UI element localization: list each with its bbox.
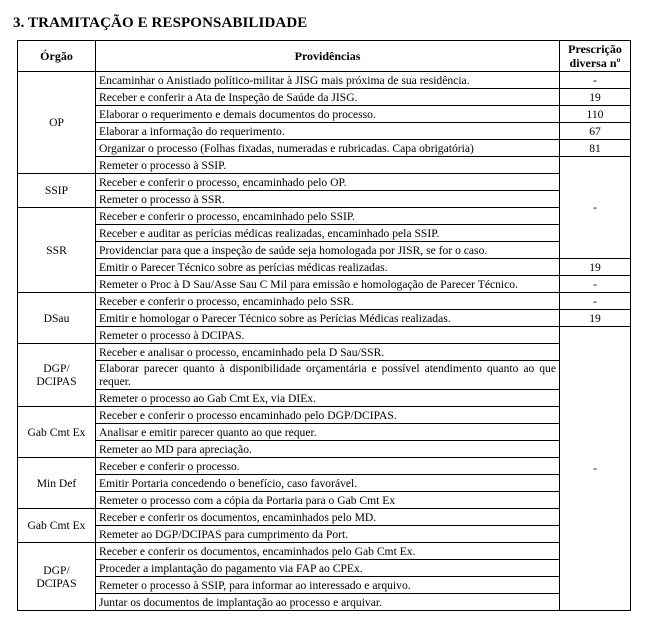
table-row — [18, 89, 631, 106]
providencia-cell: Receber e conferir o processo. — [96, 458, 560, 475]
organ-dsau: DSau — [18, 293, 96, 344]
table-row — [18, 276, 631, 293]
providencia-cell: Receber e conferir o processo, encaminhado pelo OP. — [96, 174, 560, 191]
providencia-cell: Remeter o processo ao Gab Cmt Ex, via DIEx. — [96, 390, 560, 407]
header-prescricao-line1: Prescrição — [568, 42, 622, 56]
table-row — [18, 458, 631, 475]
providencia-cell: Providenciar para que a inspeção de saúde seja homologada por JISR, se for o caso. — [96, 242, 560, 259]
prescricao-cell: 67 — [560, 123, 631, 140]
providencia-cell: Remeter o processo à DCIPAS. — [96, 327, 560, 344]
prescricao-cell: 110 — [560, 106, 631, 123]
prescricao-cell: 19 — [560, 259, 631, 276]
providencia-cell: Remeter o processo com a cópia da Portaria para o Gab Cmt Ex — [96, 492, 560, 509]
providencia-cell: Receber e conferir os documentos, encaminhados pelo MD. — [96, 509, 560, 526]
header-providencias: Providências — [96, 41, 560, 72]
prescricao-cell: - — [560, 327, 631, 611]
prescricao-cell: 81 — [560, 140, 631, 157]
table-row — [18, 259, 631, 276]
providencia-cell: Remeter ao DGP/DCIPAS para cumprimento da Port. — [96, 526, 560, 543]
table-row — [18, 225, 631, 242]
table-row — [18, 492, 631, 509]
table-row — [18, 344, 631, 361]
organ-ssr: SSR — [18, 208, 96, 293]
organ-dgp-line1: DGP/ — [43, 362, 70, 375]
providencia-cell: Elaborar a informação do requerimento. — [96, 123, 560, 140]
providencia-cell: Organizar o processo (Folhas fixadas, numeradas e rubricadas. Capa obrigatória) — [96, 140, 560, 157]
providencia-cell: Receber e auditar as perícias médicas realizadas, encaminhado pela SSIP. — [96, 225, 560, 242]
providencia-cell: Elaborar parecer quanto à disponibilidade orçamentária e possível atendimento quanto ao que requer. — [96, 361, 560, 390]
table-row — [18, 577, 631, 594]
table-row — [18, 327, 631, 344]
table-row — [18, 475, 631, 492]
prescricao-cell: 19 — [560, 89, 631, 106]
section-title: 3. TRAMITAÇÃO E RESPONSABILIDADE — [13, 15, 308, 31]
table-row — [18, 72, 631, 89]
table-row — [18, 123, 631, 140]
organ-min-def: Min Def — [18, 458, 96, 509]
providencia-cell: Receber e conferir os documentos, encaminhados pelo Gab Cmt Ex. — [96, 543, 560, 560]
header-prescricao — [560, 41, 631, 72]
table-row — [18, 424, 631, 441]
providencia-cell: Encaminhar o Anistiado político-militar à JISG mais próxima de sua residência. — [96, 72, 560, 89]
prescricao-cell: - — [560, 72, 631, 89]
table-row — [18, 310, 631, 327]
header-prescricao-line2: diversa nº — [569, 56, 621, 70]
table-row — [18, 390, 631, 407]
providencia-cell: Emitir Portaria concedendo o benefício, caso favorável. — [96, 475, 560, 492]
header-orgao: Órgão — [18, 41, 96, 72]
organ-op: OP — [18, 72, 96, 174]
table-row — [18, 407, 631, 424]
providencia-cell: Receber e conferir o processo, encaminhado pelo SSIP. — [96, 208, 560, 225]
organ-dgp2-line1: DGP/ — [43, 563, 70, 577]
organ-gab-cmt-ex: Gab Cmt Ex — [18, 407, 96, 458]
tramitacao-table — [17, 40, 631, 611]
table-row — [18, 191, 631, 208]
providencia-cell: Emitir e homologar o Parecer Técnico sobre as Perícias Médicas realizadas. — [96, 310, 560, 327]
providencia-cell: Receber e conferir o processo encaminhado pelo DGP/DCIPAS. — [96, 407, 560, 424]
organ-dgp-dcipas — [18, 344, 96, 407]
prescricao-cell: 19 — [560, 310, 631, 327]
providencia-cell: Elaborar o requerimento e demais documentos do processo. — [96, 106, 560, 123]
table-row — [18, 361, 631, 390]
table-row — [18, 208, 631, 225]
providencia-cell: Remeter o processo à SSIP, para informar ao interessado e arquivo. — [96, 577, 560, 594]
table-row — [18, 106, 631, 123]
providencia-cell: Remeter o processo à SSIP. — [96, 157, 560, 174]
prescricao-cell: - — [560, 276, 631, 293]
providencia-cell: Juntar os documentos de implantação ao processo e arquivar. — [96, 594, 560, 611]
table-row — [18, 174, 631, 191]
organ-gab-cmt-ex-2: Gab Cmt Ex — [18, 509, 96, 543]
table-row — [18, 441, 631, 458]
table-row — [18, 560, 631, 577]
providencia-cell: Remeter o processo à SSR. — [96, 191, 560, 208]
table-row — [18, 543, 631, 560]
table-row — [18, 242, 631, 259]
organ-dgp-line2: DCIPAS — [36, 375, 77, 388]
table-row — [18, 526, 631, 543]
providencia-cell: Remeter o Proc à D Sau/Asse Sau C Mil para emissão e homologação de Parecer Técnico. — [96, 276, 560, 293]
providencia-cell: Receber e conferir a Ata de Inspeção de Saúde da JISG. — [96, 89, 560, 106]
table-row — [18, 157, 631, 174]
table-row — [18, 293, 631, 310]
organ-dgp-dcipas-2 — [18, 543, 96, 611]
table-row — [18, 594, 631, 611]
providencia-cell: Emitir o Parecer Técnico sobre as perícias médicas realizadas. — [96, 259, 560, 276]
organ-ssip: SSIP — [18, 174, 96, 208]
providencia-cell: Proceder a implantação do pagamento via FAP ao CPEx. — [96, 560, 560, 577]
prescricao-cell: - — [560, 293, 631, 310]
providencia-cell: Analisar e emitir parecer quanto ao que requer. — [96, 424, 560, 441]
header-row — [18, 41, 631, 72]
organ-dgp2-line2: DCIPAS — [36, 576, 77, 590]
providencia-cell: Receber e analisar o processo, encaminhado pela D Sau/SSR. — [96, 344, 560, 361]
prescricao-cell: - — [560, 157, 631, 259]
table-row — [18, 509, 631, 526]
table-row — [18, 140, 631, 157]
providencia-cell: Remeter ao MD para apreciação. — [96, 441, 560, 458]
providencia-cell: Receber e conferir o processo, encaminhado pelo SSR. — [96, 293, 560, 310]
